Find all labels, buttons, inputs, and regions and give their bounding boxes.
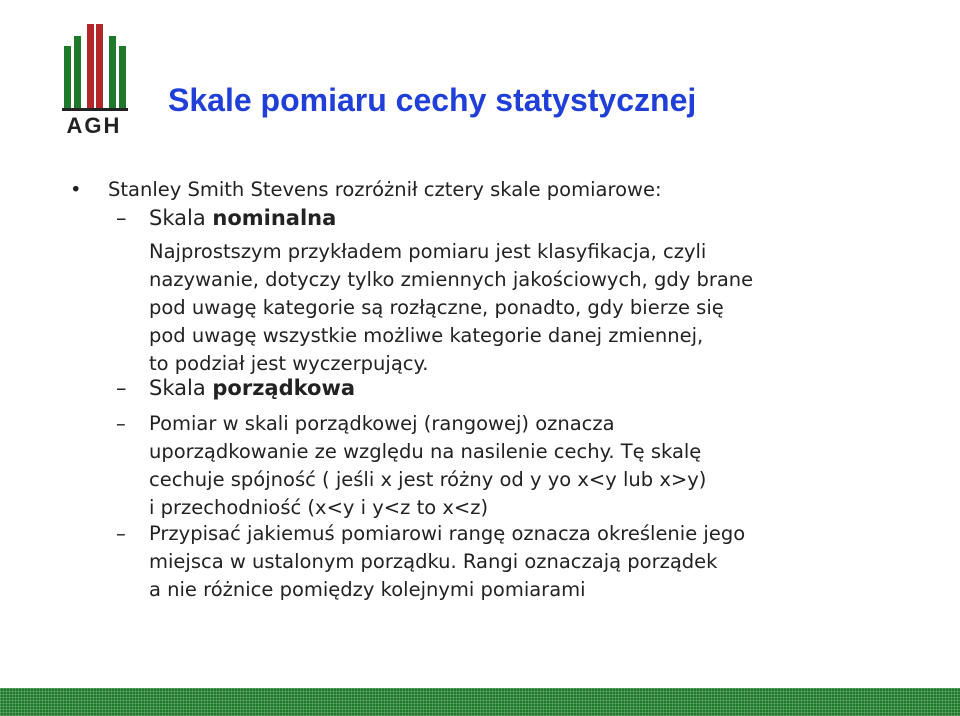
intro-text: Stanley Smith Stevens rozróżnił cztery skale pomiarowe: xyxy=(108,178,662,201)
ordinal-line: cechuje spójność ( jeśli x jest różny od y yo x<y lub x>y) xyxy=(149,468,707,491)
dash-icon: – xyxy=(116,206,127,230)
nominal-description xyxy=(149,238,753,378)
agh-logo xyxy=(58,18,130,138)
nominal-line: to podział jest wyczerpujący. xyxy=(149,352,429,375)
intro-bullet xyxy=(70,178,662,201)
logo-text: AGH xyxy=(66,113,122,138)
ordinal-line: a nie różnice pomiędzy kolejnymi pomiarami xyxy=(149,578,586,601)
ordinal-line: Pomiar w skali porządkowej (rangowej) oznacza xyxy=(149,412,615,435)
nominal-prefix: Skala xyxy=(149,206,213,230)
bottom-decorative-bar xyxy=(0,688,960,716)
nominal-line: nazywanie, dotyczy tylko zmiennych jakościowych, gdy brane xyxy=(149,268,754,291)
ordinal-line: uporządkowanie ze względu na nasilenie cechy. Tę skalę xyxy=(149,440,702,463)
dash-icon: – xyxy=(116,376,127,400)
ordinal-line: i przechodniość (x<y i y<z to x<z) xyxy=(149,496,489,519)
ordinal-point-2-dash xyxy=(116,522,149,545)
ordinal-line: miejsca w ustalonym porządku. Rangi oznaczają porządek xyxy=(149,550,718,573)
nominal-emph: nominalna xyxy=(212,206,337,230)
slide-title: Skale pomiaru cechy statystycznej xyxy=(168,82,697,118)
bullet-dot-icon: • xyxy=(70,178,82,201)
ordinal-line: Przypisać jakiemuś pomiarowi rangę oznacza określenie jego xyxy=(149,522,746,545)
nominal-line: Najprostszym przykładem pomiaru jest klasyfikacja, czyli xyxy=(149,240,707,263)
dash-icon: – xyxy=(116,522,126,545)
nominal-line: pod uwagę kategorie są rozłączne, ponadto, gdy bierze się xyxy=(149,296,724,319)
nominal-line: pod uwagę wszystkie możliwe kategorie danej zmiennej, xyxy=(149,324,704,347)
ordinal-heading xyxy=(116,376,355,400)
ordinal-emph: porządkowa xyxy=(212,376,356,400)
nominal-heading xyxy=(116,206,336,230)
dash-icon: – xyxy=(116,412,126,435)
ordinal-point-1-dash xyxy=(116,412,149,435)
ordinal-point-2 xyxy=(149,520,745,604)
ordinal-point-1 xyxy=(149,410,706,522)
ordinal-prefix: Skala xyxy=(149,376,213,400)
